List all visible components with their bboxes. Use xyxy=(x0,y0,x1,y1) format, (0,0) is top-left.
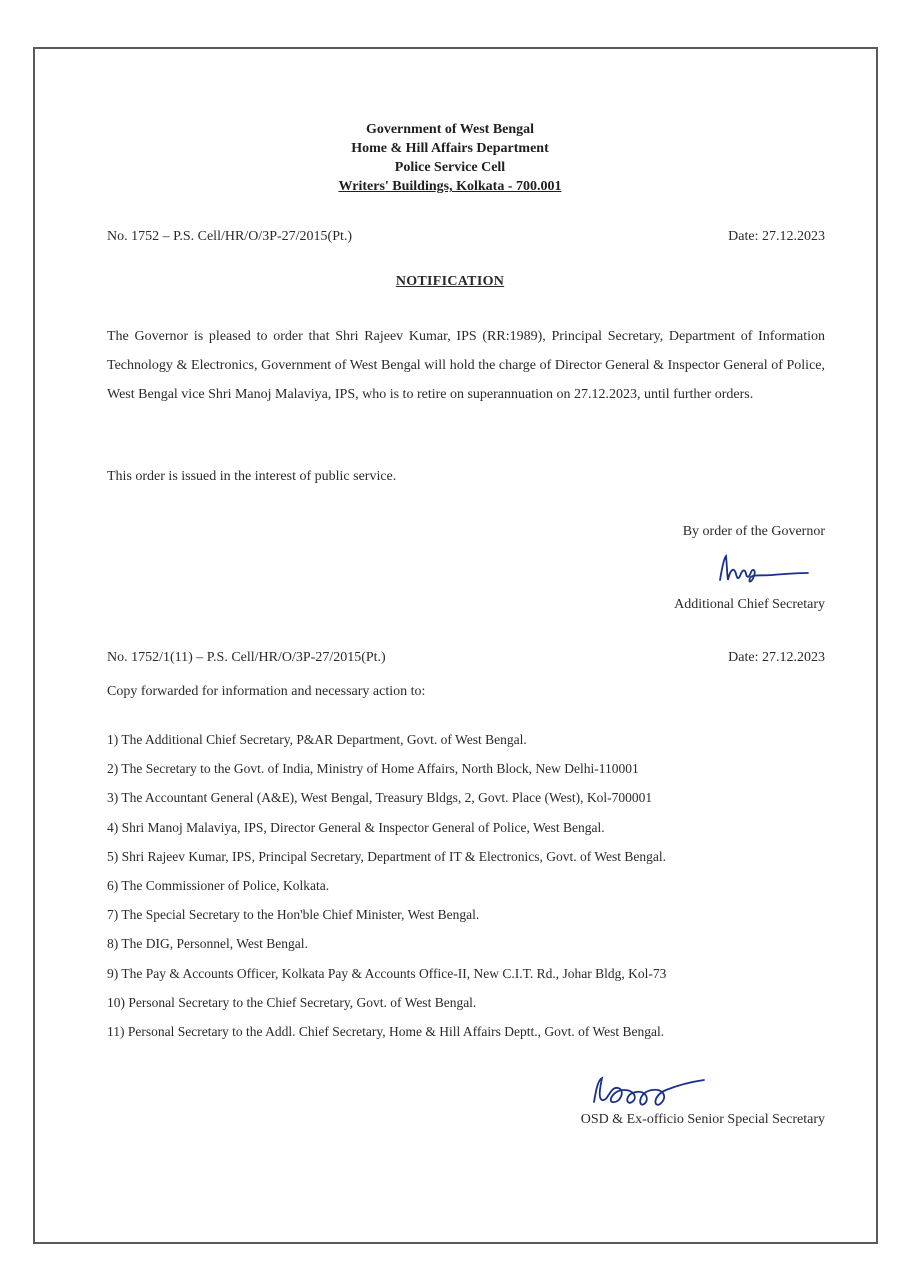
list-item: 1) The Additional Chief Secretary, P&AR Department, Govt. of West Bengal. xyxy=(107,732,527,747)
order-reference-row xyxy=(107,229,825,245)
notification-body: The Governor is pleased to order that Shri Rajeev Kumar, IPS (RR:1989), Principal Secretary, Department of Information Technology & Electronics, Government of West Bengal will hold the charge of Director General & Inspector General of Police, West Bengal vice Shri Manoj Malaviya, IPS, who is to retire on superannuation on 27.12.2023, until further orders. xyxy=(107,329,825,402)
list-item: 3) The Accountant General (A&E), West Bengal, Treasury Bldgs, 2, Govt. Place (West), Kol-700001 xyxy=(107,790,653,806)
list-item: 6) The Commissioner of Police, Kolkata. xyxy=(107,877,330,893)
letterhead-address: Writers' Buildings, Kolkata - 700.001 xyxy=(338,179,562,194)
order-number: No. 1752 – P.S. Cell/HR/O/3P-27/2015(Pt.) xyxy=(107,229,353,244)
distribution-list xyxy=(107,725,837,1046)
list-item: 4) Shri Manoj Malaviya, IPS, Director General & Inspector General of Police, West Bengal. xyxy=(107,819,605,835)
signature-osd xyxy=(580,1068,740,1114)
copy-order-number: No. 1752/1(11) – P.S. Cell/HR/O/3P-27/2015(Pt.) xyxy=(107,650,386,665)
public-service-note: This order is issued in the interest of public service. xyxy=(107,469,397,484)
copy-reference-row xyxy=(107,650,825,666)
order-date: Date: 27.12.2023 xyxy=(728,229,825,244)
list-item: 2) The Secretary to the Govt. of India, Ministry of Home Affairs, North Block, New Delhi-110001 xyxy=(107,761,639,777)
copy-order-date: Date: 27.12.2023 xyxy=(728,650,825,665)
letterhead-cell: Police Service Cell xyxy=(394,160,506,175)
list-item: 8) The DIG, Personnel, West Bengal. xyxy=(107,936,308,952)
signatory-designation: Additional Chief Secretary xyxy=(674,597,825,612)
list-item: 5) Shri Rajeev Kumar, IPS, Principal Secretary, Department of IT & Electronics, Govt. of West Bengal. xyxy=(107,848,666,864)
osd-designation: OSD & Ex-officio Senior Special Secretary xyxy=(580,1112,825,1127)
list-item: 11) Personal Secretary to the Addl. Chief Secretary, Home & Hill Affairs Deptt., Govt. of West Bengal. xyxy=(107,1023,665,1039)
letterhead-government: Government of West Bengal xyxy=(365,122,535,137)
list-item: 7) The Special Secretary to the Hon'ble Chief Minister, West Bengal. xyxy=(107,907,480,923)
list-item: 9) The Pay & Accounts Officer, Kolkata Pay & Accounts Office-II, New C.I.T. Rd., Johar Bldg, Kol-73 xyxy=(107,965,667,981)
notification-title: NOTIFICATION xyxy=(395,274,505,289)
page-border xyxy=(33,47,878,1244)
letterhead xyxy=(0,120,900,196)
copy-forwarded-intro: Copy forwarded for information and necessary action to: xyxy=(107,684,426,699)
letterhead-department: Home & Hill Affairs Department xyxy=(351,141,549,156)
by-order-line: By order of the Governor xyxy=(682,524,825,539)
list-item: 10) Personal Secretary to the Chief Secretary, Govt. of West Bengal. xyxy=(107,994,477,1010)
signature-additional-chief-secretary xyxy=(712,548,812,588)
